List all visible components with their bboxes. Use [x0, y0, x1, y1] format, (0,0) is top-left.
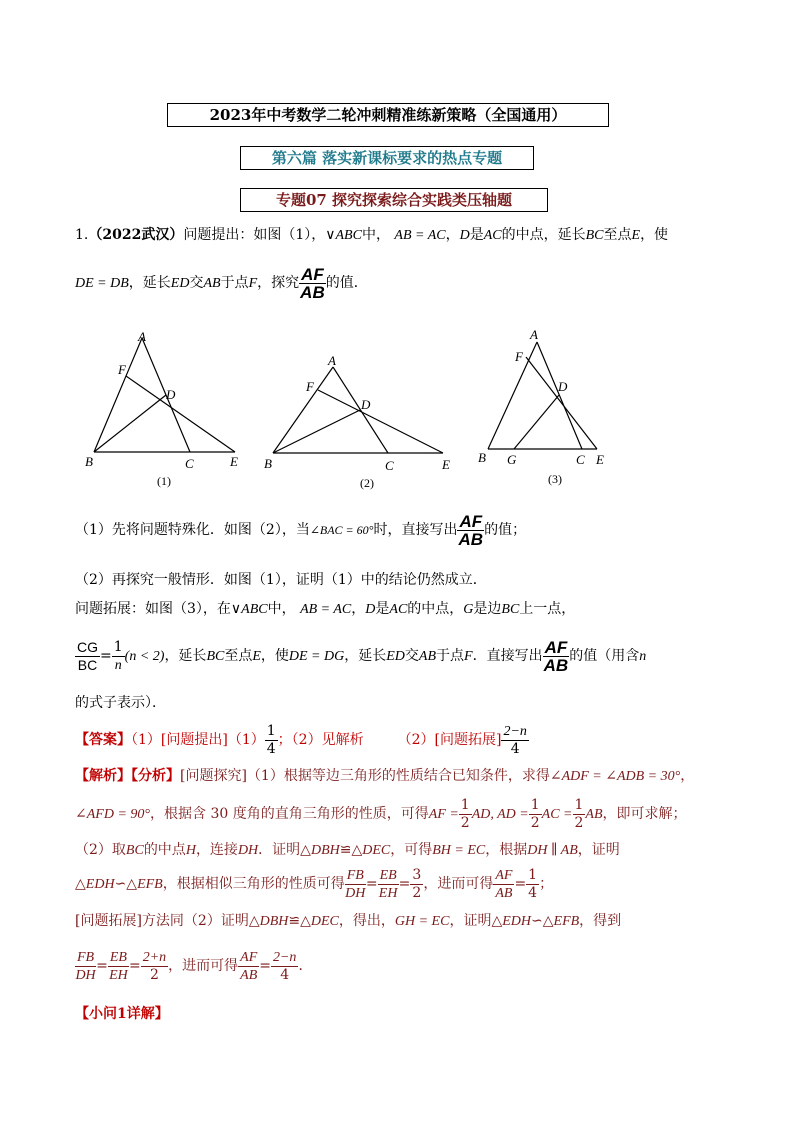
frac-num: AF	[301, 264, 324, 284]
analysis-line-3	[75, 840, 620, 861]
fraction-answer-2	[501, 723, 528, 758]
math: DBH	[259, 914, 289, 929]
fig1-label-d: D	[166, 387, 176, 402]
frac-num: AF	[544, 637, 568, 657]
math: DE = DG	[288, 649, 345, 664]
answer-line	[75, 722, 529, 758]
text: ∽△	[531, 913, 554, 929]
math: BC	[125, 843, 144, 858]
math: AB	[585, 807, 603, 822]
text: ，即可求解；	[602, 806, 687, 822]
math: G	[463, 602, 474, 617]
frac-num: 1	[113, 638, 123, 655]
problem-line-2	[75, 265, 368, 302]
frac-num: 2−n	[503, 723, 527, 739]
text: 至点	[224, 648, 253, 664]
extension-line-3	[75, 693, 166, 713]
fraction-fb-dh	[345, 867, 366, 902]
text: 问题提出：如图（1），	[183, 227, 326, 243]
text: =	[398, 876, 411, 892]
text: ，延长	[344, 648, 387, 664]
text: ∽△	[114, 876, 138, 892]
text: （2）取	[75, 842, 126, 858]
math: EFB	[553, 914, 580, 929]
text: ，证明△	[449, 913, 503, 929]
fig1-segment-bd	[94, 395, 166, 452]
fraction-3-2	[410, 867, 423, 902]
figure-2	[258, 345, 458, 493]
text: （1）[问题提出]（1）	[131, 732, 265, 748]
text: 问题拓展：如图（3），在	[75, 601, 231, 617]
text: ，延长	[164, 648, 207, 664]
fig1-caption: (1)	[157, 474, 171, 488]
frac-den: 4	[510, 740, 520, 757]
fraction-af-ab	[238, 949, 259, 984]
text: ，	[680, 768, 695, 784]
math: ED	[170, 276, 190, 291]
analysis-tag: 【解析】	[75, 768, 131, 784]
figure-1	[80, 325, 255, 495]
text: ．证明△	[258, 842, 311, 858]
fig1-label-b: B	[85, 454, 93, 469]
math: D	[365, 602, 376, 617]
analysis-subtag: 【分析】	[131, 768, 180, 784]
text: ．	[298, 958, 313, 974]
math: ∠BAC = 60°	[309, 523, 374, 537]
fig1-label-c: C	[185, 456, 194, 471]
frac-num: EB	[109, 949, 127, 965]
math: AB = AC	[394, 228, 446, 243]
topic-title	[240, 188, 548, 212]
text: 是	[375, 601, 390, 617]
problem-number: 1.	[75, 227, 89, 243]
frac-den: 2	[574, 814, 584, 831]
frac-num: EB	[379, 867, 397, 883]
analysis-line-5	[75, 911, 621, 932]
fig3-segment-ef	[526, 357, 597, 449]
analysis-line-2	[75, 796, 687, 833]
text: 中，	[361, 227, 390, 243]
frac-den: BC	[77, 656, 98, 673]
fraction-1-4	[526, 867, 539, 902]
fig3-label-a: A	[530, 327, 538, 342]
fraction-half	[573, 797, 586, 832]
frac-num: FB	[346, 867, 364, 883]
text: ≌△	[288, 913, 311, 929]
text: 的中点，延长	[501, 227, 586, 243]
text: 于点	[436, 648, 465, 664]
math: ∠ADF = ∠ADB = 30°	[549, 769, 681, 784]
text: （1）先将问题特殊化．如图（2），当	[75, 522, 310, 538]
text: ；	[539, 876, 554, 892]
frac-den: AB	[543, 655, 569, 675]
math: AC	[389, 602, 408, 617]
question-2	[75, 570, 487, 590]
text: （2）再探究一般情形．如图（1），证明（1）中的结论仍然成立．	[75, 572, 487, 588]
question-1	[75, 512, 526, 548]
math: AB = AC	[300, 602, 352, 617]
text: （2）[问题拓展]	[397, 732, 502, 748]
frac-num: 3	[412, 866, 422, 883]
text: ，进而可得	[168, 958, 239, 974]
math: GH = EC	[394, 914, 450, 929]
text: ，根据相似三角形的性质可得	[162, 876, 345, 892]
text: 至点	[603, 227, 632, 243]
frac-den: AB	[300, 282, 325, 302]
frac-num: 1	[528, 866, 538, 883]
text: 的值；	[484, 522, 527, 538]
math: ED	[386, 649, 405, 664]
math: AC =	[541, 807, 573, 822]
text: =	[96, 958, 108, 974]
text: ，	[445, 227, 460, 243]
text: 中，	[267, 601, 296, 617]
text: ，根据	[485, 842, 528, 858]
frac-den: n	[114, 657, 122, 673]
problem-line-1	[75, 225, 668, 246]
text: =	[514, 876, 527, 892]
fig2-side-ab	[273, 367, 333, 453]
fig2-label-a: A	[328, 353, 336, 368]
text: ，得出，	[338, 913, 395, 929]
frac-num: 1	[530, 796, 540, 813]
math: ∠AFD = 90°	[75, 807, 150, 822]
fraction-fb-dh	[75, 949, 96, 984]
math: D	[459, 228, 470, 243]
frac-den: AB	[495, 885, 513, 901]
fig3-caption: (3)	[548, 472, 562, 486]
extension-line-1	[75, 599, 575, 620]
math: ∨ABC	[230, 602, 268, 617]
text: ，证明	[577, 842, 620, 858]
frac-num: 2+n	[142, 949, 167, 965]
frac-den: 4	[266, 740, 276, 757]
frac-num: 2−n	[272, 949, 297, 965]
fig3-label-f: F	[515, 349, 523, 364]
fig3-label-d: D	[558, 379, 568, 394]
text: [问题拓展]方法同（2）证明△	[75, 913, 260, 929]
math: DEC	[362, 843, 391, 858]
text: 【小问1详解】	[75, 1006, 169, 1022]
math: DBH	[310, 843, 340, 858]
math: DE = DB	[75, 276, 129, 291]
text: =	[100, 648, 112, 664]
fig2-label-b: B	[264, 456, 272, 471]
text: =	[259, 958, 271, 974]
math: E	[252, 649, 261, 664]
fig2-label-f: F	[306, 379, 314, 394]
text: =	[128, 958, 141, 974]
math: AD, AD =	[471, 807, 529, 822]
frac-den: 2	[412, 884, 422, 901]
fraction-2minusn-4	[271, 949, 298, 984]
math: DH ∥ AB	[527, 843, 578, 858]
frac-den: EH	[109, 967, 128, 983]
frac-den: 4	[528, 884, 538, 901]
text: ，得到	[579, 913, 622, 929]
fig2-label-e: E	[442, 457, 450, 472]
math: (n < 2)	[124, 649, 165, 664]
text: 的中点，	[407, 601, 464, 617]
text: 时，直接写出	[373, 522, 458, 538]
text: ，	[351, 601, 366, 617]
frac-num: AF	[240, 949, 258, 965]
text: ．直接写出	[472, 648, 543, 664]
part-title-text: 第六篇 落实新课标要求的热点专题	[271, 149, 503, 167]
text: ，延长	[128, 275, 171, 291]
frac-num: 1	[460, 796, 470, 813]
text: ，使	[640, 227, 669, 243]
fig1-side-ab	[94, 338, 142, 452]
frac-den: AB	[240, 967, 258, 983]
fig1-label-a: A	[138, 329, 146, 344]
fig1-label-e: E	[230, 454, 238, 469]
fig1-label-f: F	[118, 362, 126, 377]
frac-den: AB	[458, 529, 484, 549]
math: BC	[585, 228, 604, 243]
math: EDH	[502, 914, 532, 929]
text: 的式子表示）．	[75, 695, 166, 711]
frac-den: 2	[530, 814, 540, 831]
math: F	[464, 649, 473, 664]
fraction-af-ab	[543, 639, 570, 674]
fig2-caption: (2)	[360, 476, 374, 490]
fraction-answer-1	[265, 723, 278, 758]
math: AB	[418, 649, 437, 664]
figure-3	[475, 325, 615, 490]
frac-num: 1	[266, 722, 276, 739]
fig3-side-ab	[488, 342, 537, 449]
fraction-eb-eh	[108, 949, 129, 984]
math: ∨ABC	[325, 228, 362, 243]
frac-num: 1	[574, 796, 584, 813]
doc-title-text: 2023年中考数学二轮冲刺精准练新策略（全国通用）	[209, 106, 567, 124]
analysis-line-1	[75, 766, 694, 787]
text: [问题探究]（1）根据等边三角形的性质结合已知条件，求得	[180, 768, 550, 784]
fraction-2plusn-2	[141, 949, 168, 984]
frac-den: 2	[149, 966, 159, 983]
math: BH = EC	[432, 843, 486, 858]
topic-title-text: 专题07 探究探索综合实践类压轴题	[275, 191, 513, 209]
fraction-half	[459, 797, 472, 832]
text: 交	[189, 275, 204, 291]
math: BC	[501, 602, 520, 617]
problem-source: （2022武汉）	[88, 227, 184, 243]
math: AC	[483, 228, 502, 243]
text: 于点	[220, 275, 249, 291]
sub-question-tag	[75, 1004, 169, 1024]
math: H	[185, 843, 196, 858]
fig3-label-g: G	[507, 452, 517, 467]
fig2-segment-bd	[273, 410, 360, 453]
fraction-eb-eh	[378, 867, 399, 902]
text: 的值（用含	[569, 648, 640, 664]
text: ≌△	[339, 842, 363, 858]
text: 的中点	[143, 842, 186, 858]
text: △	[75, 876, 86, 892]
text: ，探究	[257, 275, 300, 291]
frac-den: DH	[345, 885, 366, 901]
text: 交	[404, 648, 419, 664]
frac-num: FB	[77, 949, 95, 965]
fig3-label-c: C	[576, 452, 585, 467]
math: DEC	[310, 914, 339, 929]
analysis-line-4	[75, 866, 553, 903]
fig2-label-d: D	[361, 397, 371, 412]
fig3-label-b: B	[478, 450, 486, 465]
text: 是边	[473, 601, 502, 617]
math: BC	[206, 649, 225, 664]
fraction-cg-bc	[75, 639, 100, 674]
part-title	[240, 146, 534, 170]
frac-den: EH	[378, 885, 398, 901]
fraction-af-ab	[299, 266, 326, 301]
doc-title	[167, 103, 609, 127]
text: ，连接	[195, 842, 238, 858]
fig3-side-ac	[537, 342, 582, 449]
math: AB	[203, 276, 221, 291]
frac-num: CG	[77, 638, 98, 655]
text: ，根据含 30 度角的直角三角形的性质，可得	[150, 806, 429, 822]
fraction-af-ab	[457, 513, 484, 548]
math: DH	[237, 843, 259, 858]
frac-num: AF	[495, 867, 513, 883]
text: 是	[469, 227, 484, 243]
fraction-af-ab	[493, 867, 514, 902]
text: =	[365, 876, 378, 892]
frac-den: DH	[75, 967, 96, 983]
text: 的值．	[325, 275, 368, 291]
math: EDH	[85, 877, 115, 892]
frac-den: 2	[460, 814, 470, 831]
text: ；（2）见解析	[277, 732, 364, 748]
math: n	[639, 649, 647, 664]
fraction-1-n	[112, 639, 125, 674]
text: ，使	[260, 648, 289, 664]
extension-line-2	[75, 638, 646, 675]
math: E	[631, 228, 641, 243]
frac-den: 4	[280, 966, 290, 983]
fig3-label-e: E	[596, 452, 604, 467]
math: F	[248, 276, 258, 291]
text: ，进而可得	[423, 876, 494, 892]
fraction-half	[529, 797, 542, 832]
text: ，可得	[390, 842, 433, 858]
text: 上一点，	[519, 601, 576, 617]
math: EFB	[137, 877, 163, 892]
frac-num: AF	[459, 511, 483, 531]
fig3-segment-gd	[514, 395, 559, 449]
analysis-line-6	[75, 948, 312, 984]
fig2-label-c: C	[385, 458, 394, 473]
answer-tag: 【答案】	[75, 732, 131, 748]
math: AF =	[428, 807, 459, 822]
